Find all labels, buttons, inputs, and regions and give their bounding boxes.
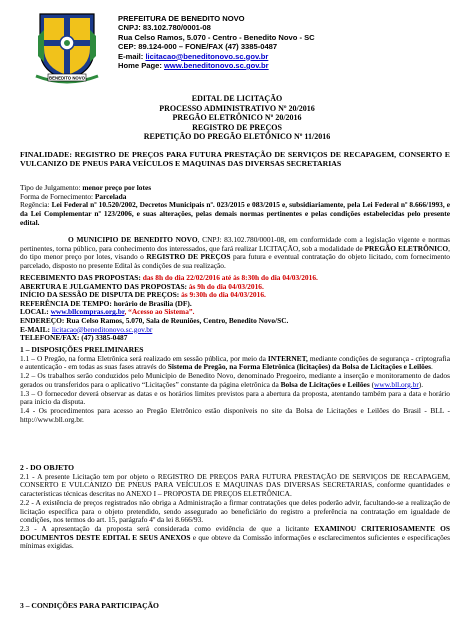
meta-info xyxy=(20,184,450,228)
julgamento-label: Tipo de Julgamento: xyxy=(20,183,83,192)
julgamento-value: menor preço por lotes xyxy=(82,183,152,192)
intro-registro: REGISTRO DE PREÇOS xyxy=(146,252,231,262)
endereco-label: ENDEREÇO: xyxy=(20,315,67,325)
org-email-line xyxy=(118,52,315,61)
inicio-value: às 9:30h do dia 04/03/2016. xyxy=(181,290,266,300)
regencia-value: Lei Federal nº 10.520/2002, Decretos Municipais nº. 023/2015 e 083/2015 e, subsidiariamente, pela Lei Federal nº 8.666/1993, e da Lei Complementar nº 123/2006, e suas alterações, pelas demais normas pertinentes e pelas condições estabelecidas pelo presente edital. xyxy=(20,200,451,227)
regencia-label: Regência: xyxy=(20,200,52,210)
section-2-title: 2 - DO OBJETO xyxy=(20,463,75,472)
intro-modalidade: PREGÃO ELETRÔNICO xyxy=(364,243,449,253)
org-cep-phone: CEP: 89.124-000 – FONE/FAX (47) 3385-0487 xyxy=(118,42,278,52)
intro-text-2: , do tipo menor preço por lotes, visando o xyxy=(20,243,450,262)
telefone-value: (47) 3385-0487 xyxy=(81,333,128,343)
clause-1-1-text-a: 1.1 – O Pregão, na forma Eletrônica será realizado em sessão pública, por meio da xyxy=(20,353,268,363)
clause-1-2-text-a: 1.2 – Os trabalhos serão conduzidos pelo Município de Benedito Novo, denominado Pregoeiro, mediante a inserção e monitoramento de dados gerados ou transferidos para o aplicativo “Licitações” constante da página eletrônica da xyxy=(20,371,450,389)
clause-1-1-internet: INTERNET, xyxy=(267,353,308,363)
clause-1-2 xyxy=(20,372,450,389)
email-label-2: E-MAIL: xyxy=(20,324,52,334)
clause-2-2: 2.2 - A existência de preços registrados não obriga a Administração a firmar contratações que deles poderão advir, facultando-se a realização de licitação específica para o objeto pretendido, sendo assegurado ao beneficiário do registro a preferência na contratação em igualdade de condições, nos termos do art. 15, parágrafo 4º da lei 8.666/93. xyxy=(20,497,450,525)
title-line-2: PROCESSO ADMINISTRATIVO Nº 20/2016 xyxy=(159,103,315,113)
clause-1-1-sistema: Sistema de Pregão, na Forma Eletrônica (licitações) da Bolsa de Licitações e Leilões xyxy=(167,362,431,372)
letterhead-text xyxy=(118,14,315,70)
svg-text:BENEDITO NOVO: BENEDITO NOVO xyxy=(49,75,85,81)
clause-2-3-bold: EXAMINOU CRITERIOSAMENTE OS DOCUMENTOS DESTE EDITAL E SEUS ANEXOS xyxy=(20,523,450,542)
dates-block xyxy=(20,274,450,343)
recebimento-value: das 8h do dia 22/02/2016 até às 8:30h do dia 04/03/2016. xyxy=(142,273,318,282)
clause-1-2-link[interactable]: www.bll.org.br xyxy=(374,379,419,389)
email-label: E-mail: xyxy=(118,51,146,61)
intro-text-3: para futura e eventual contratação do objeto licitado, com fornecimento parcelado, disposto no presente Edital às condições de sua realização. xyxy=(20,252,450,271)
section-1-title: 1 – DISPOSIÇÕES PRELIMINARES xyxy=(20,345,144,354)
abertura-value: às 9h do dia 04/03/2016. xyxy=(188,281,264,291)
org-name: PREFEITURA DE BENEDITO NOVO xyxy=(118,14,245,23)
intro-municipio: O MUNICIPIO DE BENEDITO NOVO xyxy=(68,235,198,244)
email-link[interactable]: licitacao@beneditonovo.sc.gov.br xyxy=(145,51,269,61)
clause-2-3-text-a: 2.3 - A apresentação da proposta será considerada como evidência de que a licitante xyxy=(20,523,315,533)
clause-1-2-paren: ( xyxy=(369,379,375,389)
telefone-line xyxy=(20,334,450,343)
local-link[interactable]: www.bllcompras.org.br xyxy=(50,307,125,317)
letterhead xyxy=(34,8,454,86)
homepage-link[interactable]: www.beneditonovo.sc.gov.br xyxy=(164,61,269,71)
org-address: Rua Celso Ramos, 5.070 - Centro - Benedito Novo - SC xyxy=(118,32,315,42)
title-line-4: REGISTRO DE PREÇOS xyxy=(192,122,282,132)
clause-1-1 xyxy=(20,355,450,372)
edital-title xyxy=(20,94,454,142)
org-homepage-line xyxy=(118,61,315,70)
telefone-label: TELEFONE/FAX: xyxy=(20,333,82,343)
fornecimento-label: Forma de Fornecimento: xyxy=(20,191,95,201)
clause-1-3: 1.3 – O fornecedor deverá observar as datas e os horários limites previstos para a abertura da proposta, atentando também para a data e horário para início da disputa. xyxy=(20,388,450,407)
clause-1-2-bll: Bolsa de Licitações e Leilões xyxy=(280,379,370,389)
regencia-line xyxy=(20,201,450,227)
title-line-3: PREGÃO ELETRÔNICO Nº 20/2016 xyxy=(172,113,302,123)
section-2 xyxy=(20,464,450,551)
clause-2-1: 2.1 - A presente Licitação tem por objeto o REGISTRO DE PREÇOS PARA FUTURA PRESTAÇÃO DE SERVIÇOS DE RECAPAGEM, CONSERTO E VULCANIZO DE PNEUS PARA VEÍCULOS E MAQUINAS DAS DIVERSAS SECRETARIAS, conforme quantidades e características técnicas descritas no ANEXO I – PROPOSTA DE PREÇOS ELETRÔNICA. xyxy=(20,471,450,499)
clause-1-1-text-b: mediante condições de segurança - criptografia e autenticação - em todas as suas fases através do xyxy=(20,353,450,372)
homepage-label: Home Page: xyxy=(118,61,164,71)
local-label: LOCAL: xyxy=(20,307,51,317)
local-rest: , “Acesso ao Sistema”. xyxy=(124,307,195,317)
finalidade-paragraph: FINALIDADE: REGISTRO DE PREÇOS PARA FUTURA PRESTAÇÃO DE SERVIÇOS DE RECAPAGEM, CONSERTO E VULCANIZO DE PNEUS PARA VEÍCULOS E MAQUINAS DAS DIVERSAS SECRETARIAS xyxy=(20,150,450,168)
section-3 xyxy=(20,602,450,611)
referencia-label: REFERÊNCIA DE TEMPO: xyxy=(20,298,114,308)
endereco-value: Rua Celso Ramos, 5.070, Sala de Reuniões, Centro, Benedito Novo/SC. xyxy=(66,315,289,325)
fornecimento-value: Parcelada xyxy=(94,191,127,201)
abertura-label: ABERTURA E JULGAMENTO DAS PROPOSTAS: xyxy=(20,281,189,291)
section-3-title: 3 – CONDIÇÕES PARA PARTICIPAÇÃO xyxy=(20,601,159,610)
recebimento-label: RECEBIMENTO DAS PROPOSTAS: xyxy=(20,273,143,282)
intro-text-1: , CNPJ: 83.102.780/0001-08, em conformidade com a legislação vigente e normas pertinentes, torna público, para conhecimento dos interessados, que fará realizar LICITAÇÃO, sob a modalidade de xyxy=(20,235,450,253)
referencia-value: horário de Brasília (DF). xyxy=(113,298,192,308)
clause-1-1-end: . xyxy=(430,362,433,372)
intro-paragraph xyxy=(20,236,450,271)
section-1 xyxy=(20,346,450,424)
clause-2-3-text-b: e que obteve da Comissão informações e esclarecimentos suficientes e especificações mínimas exigidas. xyxy=(20,532,450,551)
title-line-1: EDITAL DE LICITAÇÃO xyxy=(191,94,283,103)
municipal-seal-icon xyxy=(34,10,100,84)
email-link-2[interactable]: licitacao@beneditonovo.sc.gov.br xyxy=(51,324,153,334)
title-line-5: REPETIÇÃO DO PREGÃO ELETÔNICO Nº 11/2016 xyxy=(143,132,331,142)
clause-2-3 xyxy=(20,525,450,551)
clause-1-2-end: ). xyxy=(418,379,424,389)
org-cnpj: CNPJ: 83.102.780/0001-08 xyxy=(118,23,211,33)
clause-1-4: 1.4 - Os procedimentos para acesso ao Pregão Eletrônico estão disponíveis no site da Bolsa de Licitações e Leilões do Brasil - BLL - http://www.bll.org.br. xyxy=(20,405,450,424)
inicio-label: INÍCIO DA SESSÃO DE DISPUTA DE PREÇOS: xyxy=(20,290,182,300)
